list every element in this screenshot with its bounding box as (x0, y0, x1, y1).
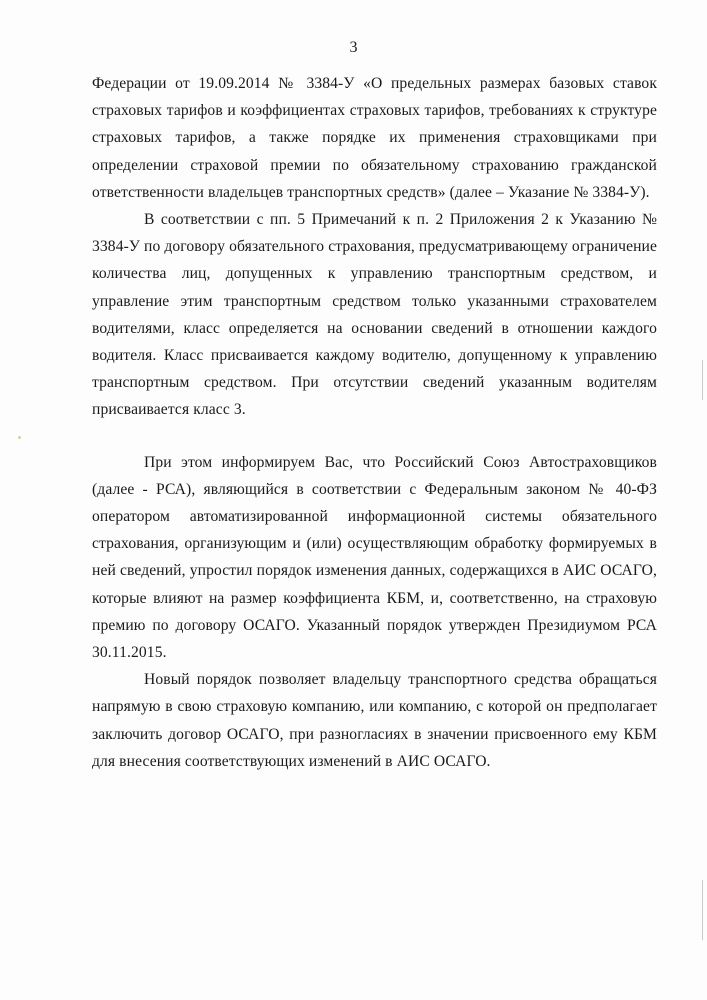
scan-edge-mark (702, 880, 703, 940)
scan-speck (18, 436, 21, 439)
paragraph-new-procedure: Новый порядок позволяет владельцу транспортного средства обращаться напрямую в свою страховую компанию, или компанию, с которой он предполагает заключить договор ОСАГО, при разногласиях в значении присвоенного ему КБМ для внесения соответствующих изменений в АИС ОСАГО. (92, 671, 657, 770)
document-body (92, 70, 657, 775)
paragraph-class-assignment: В соответствии с пп. 5 Примечаний к п. 2 Приложения 2 к Указанию № 3384-У по договору обязательного страхования, предусматривающему ограничение количества лиц, допущенных к управлению транспортным средством, и управление этим транспортным средством только указанными страхователем водителями, класс определяется на основании сведений в отношении каждого водителя. Класс присваивается каждому водителю, допущенному к управлению транспортным средством. При отсутствии сведений указанным водителям присваивается класс 3. (92, 211, 658, 419)
scan-edge-mark (702, 360, 703, 400)
paragraph-spacer (92, 424, 657, 449)
page-number: 3 (349, 39, 358, 56)
paragraph-rsa-information: При этом информируем Вас, что Российский Союз Автостраховщиков (далее - РСА), являющийся в соответствии с Федеральным законом № 40-ФЗ оператором автоматизированной информационной системы обязательного страхования, организующим и (или) осуществляющим обработку формируемых в ней сведений, упростил порядок изменения данных, содержащихся в АИС ОСАГО, которые влияют на размер коэффициента КБМ, и, соответственно, на страховую премию по договору ОСАГО. Указанный порядок утвержден Президиумом РСА 30.11.2015. (92, 453, 657, 662)
paragraph-continuation: Федерации от 19.09.2014 № 3384-У «О предельных размерах базовых ставок страховых тарифов и коэффициентах страховых тарифов, требованиях к структуре страховых тарифов, а также порядке их применения страховщиками при определении страховой премии по обязательному страхованию гражданской ответственности владельцев транспортных средств» (далее – Указание № 3384-У). (92, 75, 657, 201)
